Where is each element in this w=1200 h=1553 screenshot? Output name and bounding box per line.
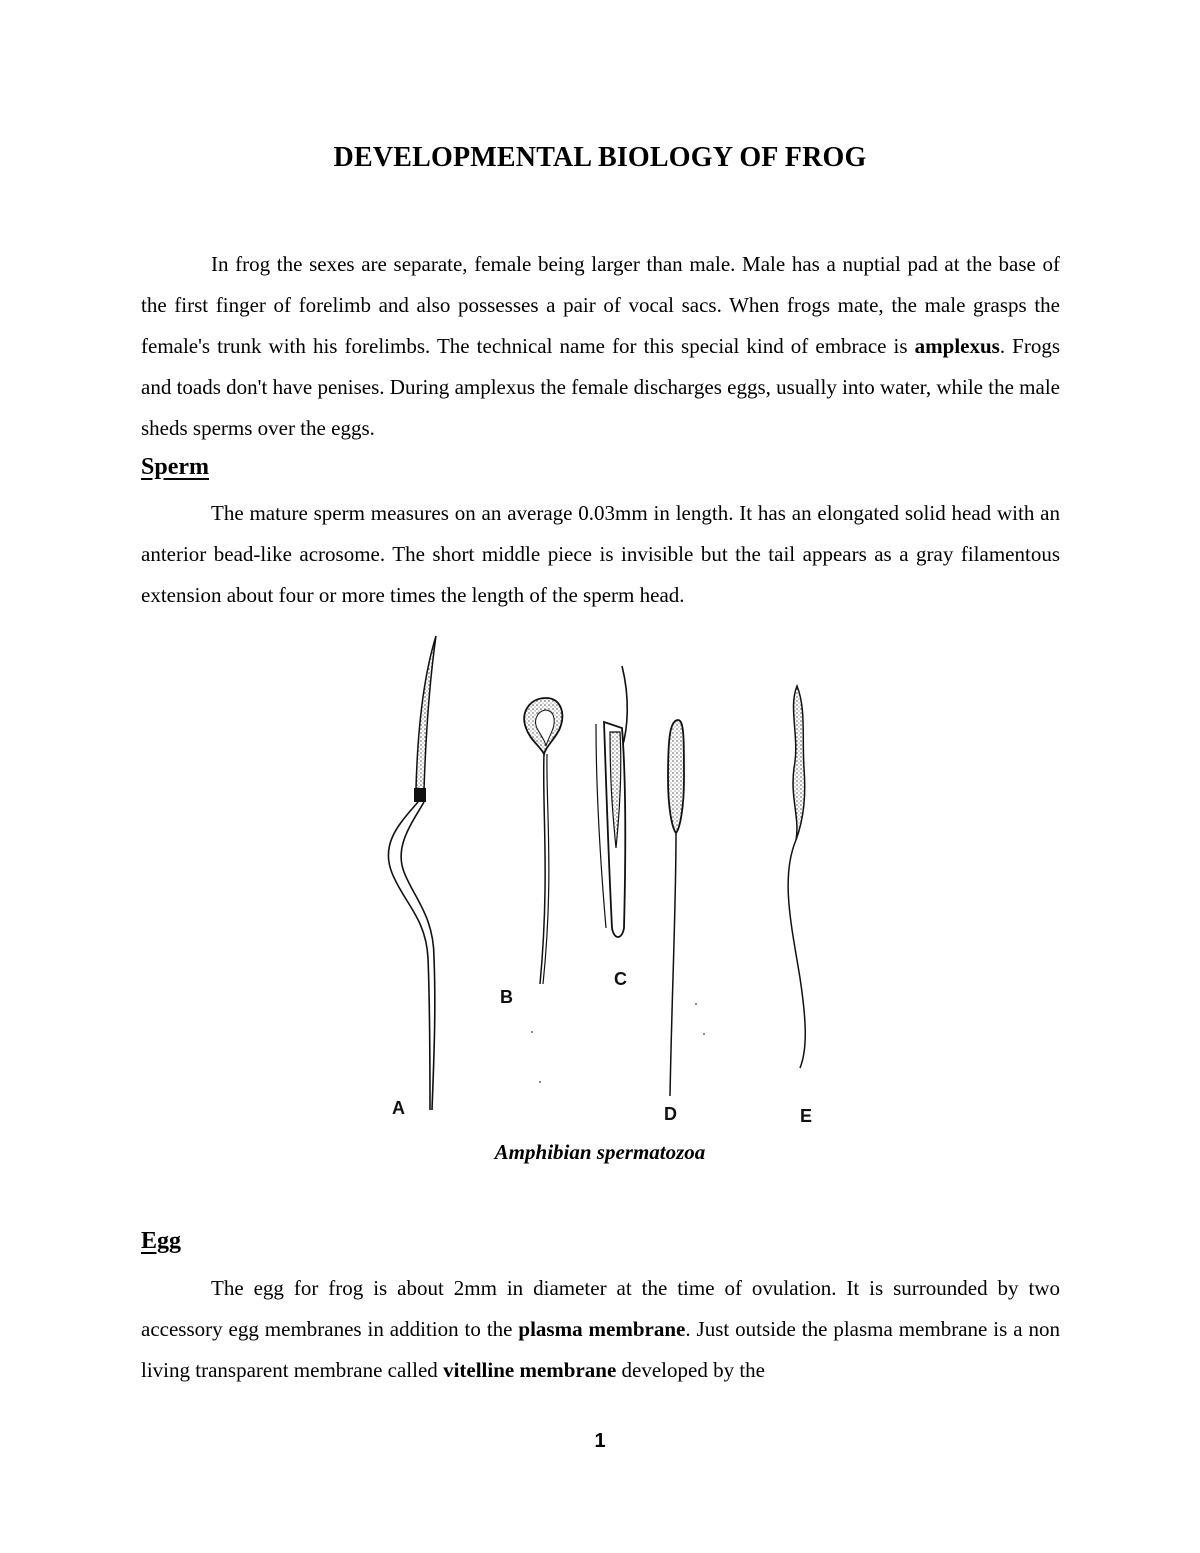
speck — [703, 1033, 705, 1035]
sperm-e-drawing — [788, 686, 805, 1068]
label-e: E — [800, 1106, 813, 1126]
term-amplexus: amplexus — [914, 334, 1000, 358]
egg-text-3: developed by the — [616, 1358, 765, 1382]
intro-text-1: In frog the sexes are separate, female being larger than male. Male has a nuptial pad at the base of the first finger of forelimb and also possesses a pair of vocal sacs. When frogs mate, the male grasps the female's trunk with his forelimbs. The technical name for this special kind of embrace is — [141, 252, 1060, 358]
label-d: D — [664, 1104, 677, 1124]
speck — [695, 1003, 697, 1005]
sperm-c-drawing — [596, 666, 627, 937]
sperm-d-drawing — [668, 720, 684, 1096]
label-b: B — [500, 987, 513, 1007]
egg-text-2: . Just outside the plasma membrane is a non living transparent membrane called — [141, 1317, 1060, 1382]
term-plasma-membrane: plasma membrane — [518, 1317, 686, 1341]
intro-text-2: . Frogs and toads don't have penises. During amplexus the female discharges eggs, usually into water, while the male sheds sperms over the eggs. — [141, 334, 1060, 440]
page-title: DEVELOPMENTAL BIOLOGY OF FROG — [333, 142, 867, 173]
label-c: C — [614, 969, 627, 989]
sperm-b-drawing — [524, 698, 562, 984]
term-vitelline-membrane: vitelline membrane — [443, 1358, 617, 1382]
page-number: 1 — [594, 1430, 606, 1452]
figure-caption: Amphibian spermatozoa — [494, 1140, 706, 1164]
label-a: A — [392, 1098, 405, 1118]
intro-paragraph — [141, 244, 1060, 449]
sperm-heading: Sperm — [141, 454, 209, 480]
sperm-a-drawing — [388, 636, 436, 1110]
egg-heading: Egg — [141, 1228, 182, 1254]
spermatozoa-illustration — [360, 628, 840, 1128]
speck — [539, 1081, 541, 1083]
sperm-paragraph: The mature sperm measures on an average 0.03mm in length. It has an elongated solid head with an anterior bead-like acrosome. The short middle piece is invisible but the tail appears as a gray filamentous extension about four or more times the length of the sperm head. — [141, 501, 1060, 607]
speck — [531, 1031, 533, 1033]
spermatozoa-figure — [360, 628, 840, 1128]
egg-paragraph — [141, 1268, 1060, 1391]
egg-text-1: The egg for frog is about 2mm in diameter at the time of ovulation. It is surrounded by two accessory egg membranes in addition to the — [141, 1276, 1060, 1341]
